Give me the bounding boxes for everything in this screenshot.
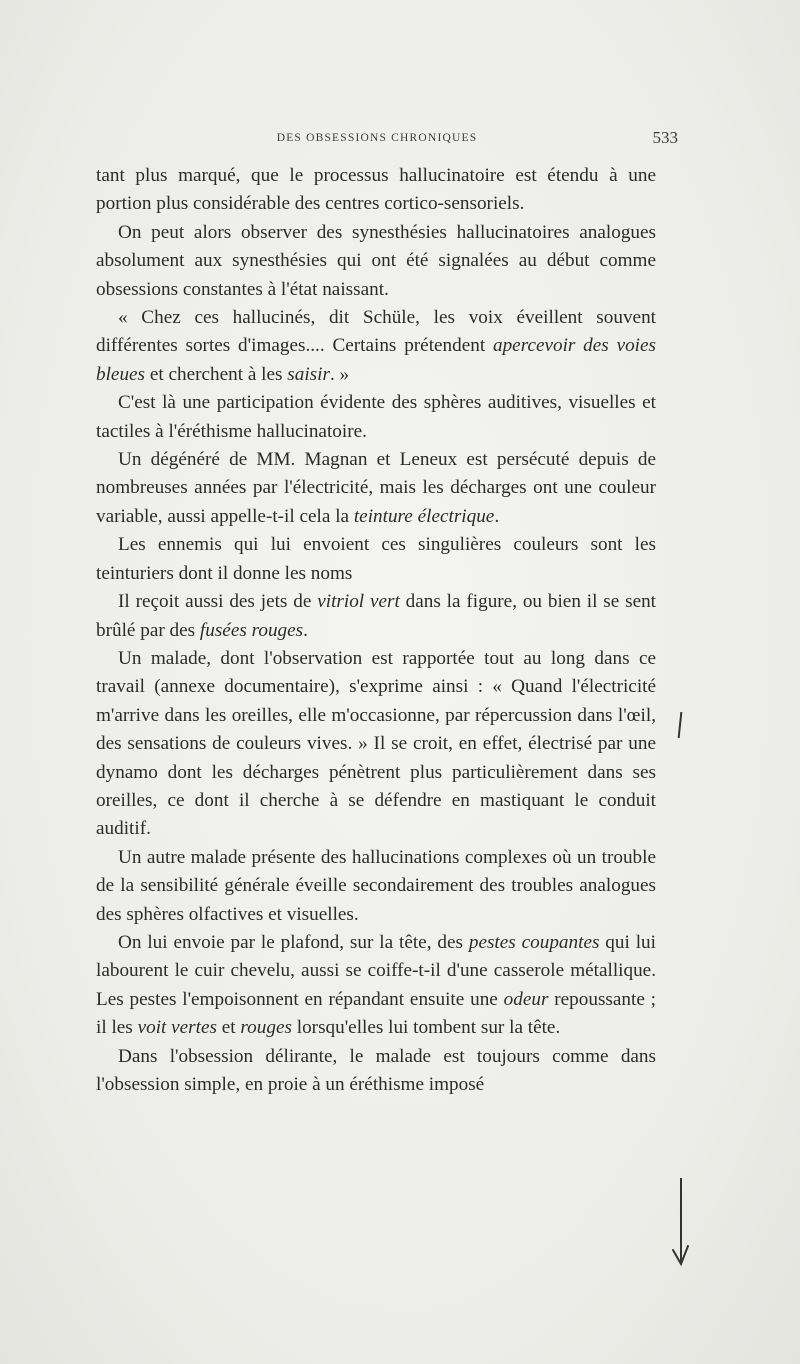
paragraph bbox=[96, 162, 656, 219]
paragraph bbox=[96, 588, 656, 645]
paragraph bbox=[96, 304, 656, 389]
text-run: . bbox=[494, 505, 500, 527]
italic-run: fusées rouges bbox=[199, 619, 304, 641]
text-run: qui lui labourent le cuir chevelu, aussi se coiffe-t-il d'une casserole métallique. Les pestes l'empoisonnent en répandant ensuite une bbox=[96, 931, 656, 1010]
page-number: 533 bbox=[652, 128, 678, 147]
paragraph bbox=[96, 929, 656, 1043]
text-run: Un malade, dont l'observation est rapportée tout au long dans ce travail (annexe documentaire), s'exprime ainsi : « Quand l'électricité m'arrive dans les oreilles, elle m'occasionne, par répercussion dans l'œil, des sensations de couleurs vives. » Il se croit, en effet, électrisé par une dynamo dont les décharges pénètrent plus particulièrement dans ses oreilles, ce dont il cherche à se défendre en mastiquant le conduit auditif. bbox=[96, 647, 656, 840]
running-head bbox=[96, 128, 678, 150]
paragraph bbox=[96, 219, 656, 304]
text-run: repoussante ; il les bbox=[96, 988, 656, 1039]
text-run: C'est là une participation évidente des sphères auditives, visuelles et tactiles à l'éréthisme hallucinatoire. bbox=[96, 392, 656, 442]
italic-run: vitriol vert bbox=[317, 591, 400, 613]
text-run: On peut alors observer des synesthésies hallucinatoires analogues absolument aux synesthésies qui ont été signalées au début comme obsessions constantes à l'état naissant. bbox=[96, 221, 656, 300]
text-run: « Chez ces hallucinés, dit Schüle, les voix éveillent souvent différentes sortes d'images.... Certains prétendent bbox=[96, 307, 656, 357]
paragraph bbox=[96, 389, 656, 446]
italic-run: saisir bbox=[287, 363, 330, 385]
text-run: tant plus marqué, que le processus hallucinatoire est étendu à une portion plus considérable des centres cortico-sensoriels. bbox=[96, 165, 656, 215]
paragraph bbox=[96, 844, 656, 929]
running-title: DES OBSESSIONS CHRONIQUES bbox=[276, 132, 478, 144]
italic-run: apercevoir des voies bleues bbox=[96, 335, 656, 385]
text-run: Les ennemis qui lui envoient ces singulières couleurs sont les teinturiers dont il donne les noms bbox=[96, 534, 656, 584]
paragraph bbox=[96, 531, 656, 588]
arrow-down-icon bbox=[671, 1232, 691, 1266]
text-run: On lui envoie par le plafond, sur la tête, des bbox=[118, 931, 469, 953]
body-text bbox=[96, 162, 656, 1099]
italic-run: teinture électrique bbox=[353, 505, 495, 527]
text-run: . bbox=[303, 619, 308, 641]
text-run: et bbox=[216, 1017, 241, 1039]
paragraph bbox=[96, 645, 656, 844]
margin-mark bbox=[680, 1178, 682, 1238]
text-run: Un autre malade présente des hallucinations complexes où un trouble de la sensibilité générale éveille secondairement des troubles analogues des sphères olfactives et visuelles. bbox=[96, 846, 656, 925]
text-run: . » bbox=[329, 363, 350, 385]
paragraph bbox=[96, 446, 656, 531]
text-run: lorsqu'elles lui tombent sur la tête. bbox=[291, 1017, 561, 1039]
text-run: et cherchent à les bbox=[145, 363, 288, 385]
paragraph bbox=[96, 1043, 656, 1100]
italic-run: rouges bbox=[240, 1017, 292, 1039]
text-run: Un dégénéré de MM. Magnan et Leneux est persécuté depuis de nombreuses années par l'électricité, mais les décharges ont une couleur variable, aussi appelle-t-il cela la bbox=[96, 449, 656, 527]
italic-run: odeur bbox=[503, 988, 549, 1010]
italic-run: pestes coupantes bbox=[468, 931, 600, 953]
text-run: Dans l'obsession délirante, le malade est toujours comme dans l'obsession simple, en proie à un éréthisme imposé bbox=[96, 1045, 656, 1095]
italic-run: voit vertes bbox=[137, 1017, 217, 1039]
text-run: Il reçoit aussi des jets de bbox=[118, 591, 318, 613]
text-run: dans la figure, ou bien il se sent brûlé par des bbox=[96, 591, 657, 641]
margin-mark bbox=[678, 712, 683, 738]
